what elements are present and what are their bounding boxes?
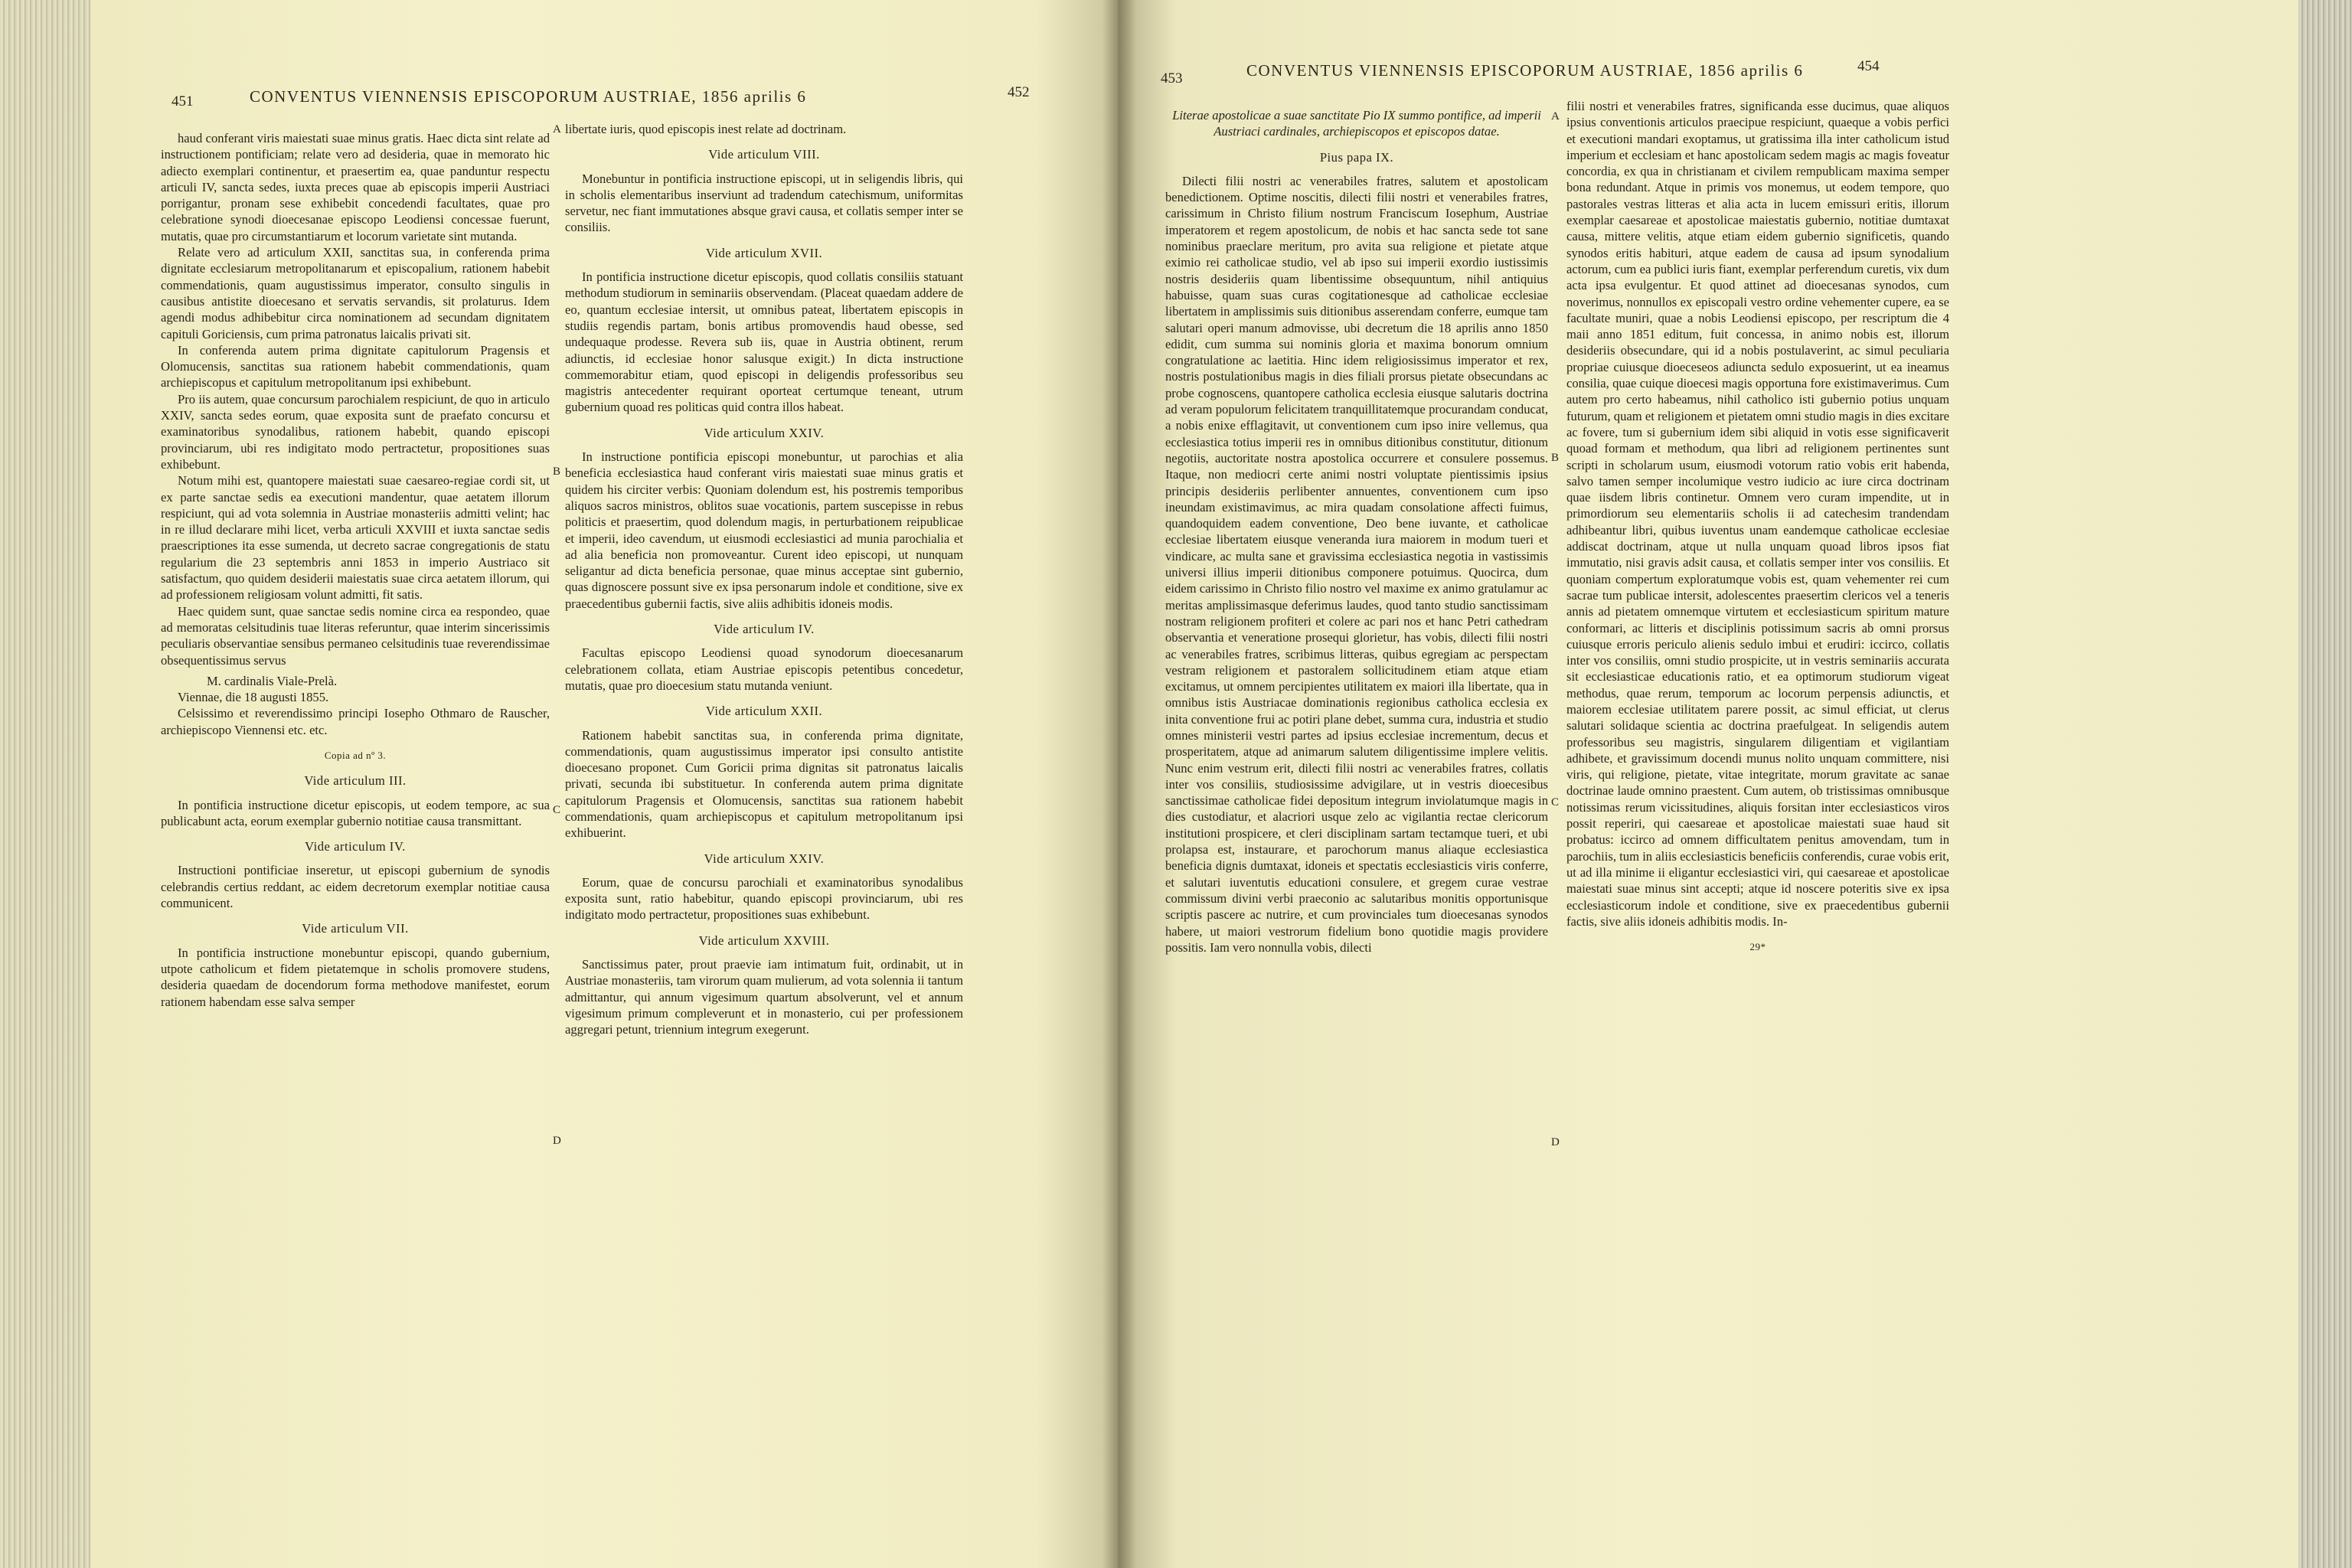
page-number: 453 [1161,70,1183,87]
paragraph: In instructione pontificia episcopi monebuntur, ut parochias et alia beneficia ecclesiastica haud conferant viris maiestati suae minus gratis et quidem his circiter verbis: Quoniam dolendum est, his postremis temporibus aliquos sacros ministros, oblitos suae vocationis, partem suscepisse in rebus politicis et praesertim, quod dolendum magis, in perturbationem reipublicae et imperii, ideo cavendum, ut eiusmodi ecclesiastici ad munia parochialia et ad alia beneficia non promoveantur. Curent ideo episcopi, ut nunquam seligantur ad dicta beneficia personae, quae minus acceptae sint gubernio, quas dignoscere possunt sive ex ipsa personarum indole et conditione, sive ex praecedentibus gubernii factis, sive aliis adhibitis idoneis modis. [565,449,963,611]
paragraph: Dilecti filii nostri ac venerabiles fratres, salutem et apostolicam benedictionem. Optime noscitis, dilecti filii nostri et venerabiles fratres, carissimum in Christo filium nostrum Franciscum Iosephum, Austriae imperatorem et regem apostolicum, de nobis et hac sancta sede tot sane nominibus praeclare meritum, pro avita sua religione et pietate atque eximio rei catholicae studio, vel ab ipso sui imperii exordio iustissimis nostris desideriis quam libentissime obsequuntum, nihil antiquius habuisse, quam suas curas cogitationesque ad catholicae ecclesiae libertatem in amplissimis suis ditionibus asserendam conferre, eumque tam salutari operi manum admovisse, ubi decretum die 18 aprilis anno 1850 edidit, cum summa sui nominis gloria et maxima bonorum omnium congratulatione ac laetitia. Hinc idem religiosissimus imperator et rex, nostris postulationibus magis in dies filiali prorsus pietate obsecundans ac probe cognoscens, quantopere catholica ecclesia eiusque salutaris doctrina ad veram populorum felicitatem tranquillitatemque procurandam conducat, a nobis enixe efflagitavit, ut conventionem cum ipso inire vellemus, qua ecclesiastica totius imperii res in omnibus ditionibus constitutur, ditionum negotiis, auctoritate nostra apostolica occurrere et consulere possemus. Itaque, non mediocri certe animi nostri voluptate pientissimis ipsius principis desideriis perlibenter annuentes, conventionem cum ipso ineundam existimavimus, ac mira quadam consolatione affecti fuimus, quandoquidem eadem conventione, Deo bene iuvante, et catholicae ecclesiae libertatem eiusque veneranda iura maiorem in modum tueri et vindicare, ac multa sane et gravissima ecclesiastica negotia in vastissimis universi illius imperii ditionibus componere potuimus. Quocirca, dum eidem carissimo in Christo filio nostro vel maxime ex animo gratulamur ac meritas amplissimasque deferimus laudes, quod tanto studio sanctissimam nostram religionem profiteri et colere ac pari nos et hanc Petri cathedram observantia et veneratione prosequi glorietur, has vobis, dilecti filii nostri ac venerabiles fratres, scribimus litteras, quibus egregiam ac perspectam vestram religionem et pastoralem sollicitudinem etiam atque etiam excitamus, ut omnem percipientes utilitatem ex maiori illa libertate, qua in omnibus istis Austriacae dominationis regionibus catholica ecclesia ex inita conventione frui ac potiri plane debet, summa cura, industria et studio omnes ministerii vestri partes ad ipsius ecclesiae incrementum, decus et prosperitatem, atque ad animarum salutem diligentissime implere velitis. Nunc enim vestrum erit, dilecti filii nostri ac venerabiles fratres, collatis inter vos consiliis, studiosissime advigilare, ut in vestris dioecesibus sanctissimae catholicae fidei depositum integrum inviolatumque magis in dies custodiatur, et alacriori usque zelo ac vigilantia rectae clericorum institutioni prospicere, et cleri disciplinam sartam tectamque tueri, et ubi prolapsa est, instaurare, et parochorum manus aliaque ecclesiastica beneficia dignis dumtaxat, idoneis et spectatis ecclesiasticis viris conferre, et salutari iuventutis educationi consulere, et gregem curae vestrae commissum divini verbi praeconio ac salutaribus monitis opportunisque scriptis pascere ac nutrire, et cum provinciales tum dioecesanas synodos habere, ut maiori vestrorum fidelium bono quotidie magis providere possitis. Iam vero nonnulla vobis, dilecti [1165,173,1548,955]
margin-letter: C [1551,796,1560,808]
margin-letter: D [1551,1136,1560,1148]
right-page [1118,0,2298,1568]
section-heading: Vide articulum IV. [714,622,815,637]
paragraph: Monebuntur in pontificia instructione episcopi, ut in seligendis libris, qui in scholis elementaribus inserviunt ad tradendum catechismum, uniformitas servetur, nec fiant immutationes absque gravi causa, et collatis semper inter se consiliis. [565,171,963,235]
paragraph: Haec quidem sunt, quae sanctae sedis nomine circa ea respondeo, quae ad memoratas celsitudinis tuae literas referuntur, quae interim sincerissimis peculiaris observantiae sensibus permaneo celsitudinis tuae reverendissimae obsequentissimus servus [161,603,550,668]
right-page-stack [2298,0,2352,1568]
section-heading: Vide articulum III. [304,773,407,789]
paragraph: In pontificia instructione dicetur episcopis, quod collatis consiliis statuant methodum studiorum in seminariis observendam. (Placeat quaedam addere de eo, quantum ecclesiae intersit, ut omnibus pateat, libertatem episcopis in studiis regendis partam, bonis artibus promovendis haud obesse, sed undequaque prodesse. Revera sub iis, quae in Austria obtinent, rerum adiunctis, id ecclesiae honor salusque exigit.) In dicta instructione commemorabitur etiam, quod episcopi in deligendis professoribus seu magistris antecedenter requirant oporteat certumque teneant, utrum gubernium quoad res politicas quid contra illos habeat. [565,270,963,415]
paragraph: Viennae, die 18 augusti 1855. [178,690,329,705]
paragraph: In pontificia instructione monebuntur episcopi, quando gubernium, utpote catholicum et fidem pietatemque in scholis promovere studens, desideria quaedam de docendorum forma methodove manifestet, eorum rationem habendam esse salva semper [161,945,550,1009]
margin-letter: B [1551,452,1560,464]
paragraph: haud conferant viris maiestati suae minus gratis. Haec dicta sint relate ad instructionem pontificiam; relate vero ad desideria, quae in memorato hic adiecto exemplari continentur, et praesertim ea, quae panduntur respectu articuli IV, sancta sedes, iuxta preces quae ab episcopis imperii Austriaci porrigantur, pronam sese exhibebit concedendi facultates, quae pro celebratione synodi dioecesanae episcopo Leodiensi concessae fuerunt, mutatis, quae pro circumstantiarum et locorum varietate sint mutanda. [161,131,550,243]
margin-letter: D [553,1135,561,1147]
page-number: 451 [172,93,194,109]
left-page-column-1 [161,130,550,1010]
right-page-column-2 [1566,98,1949,962]
section-heading: Vide articulum VII. [302,921,409,936]
copy-note: Copia ad nº 3. [324,749,387,761]
right-page-column-1 [1165,107,1548,956]
page-number: 452 [1008,84,1030,100]
left-page-stack [0,0,90,1568]
section-heading: Vide articulum VIII. [708,147,820,162]
section-heading: Vide articulum XXII. [705,704,823,719]
margin-letter: A [553,123,561,136]
section-heading: Vide articulum XXIV. [704,851,825,866]
book-gutter [1102,0,1136,1568]
paragraph: Instructioni pontificiae inseretur, ut episcopi gubernium de synodis celebrandis certius reddant, ac eidem decretorum exemplar notitiae causa communicent. [161,863,550,911]
running-header: CONVENTUS VIENNENSIS EPISCOPORUM AUSTRIAE, 1856 aprilis 6 [1246,61,1804,80]
left-page [90,0,1118,1568]
paragraph: In conferenda autem prima dignitate capitulorum Pragensis et Olomucensis, sanctitas sua rationem habebit commendationis, quam archiepiscopus et capitulum metropolitanum ipsi exhibebunt. [161,342,550,390]
page-number: 454 [1857,58,1880,74]
paragraph: Pro iis autem, quae concursum parochialem respiciunt, de quo in articulo XXIV, sancta sedes eorum, quae exposita sunt de praefato concursu et examinatoribus synodalibus, rationem habebit, quando episcopi provinciarum, ubi res indigitato modo pertractetur, propositiones suas exhibebunt. [161,391,550,472]
paragraph: libertate iuris, quod episcopis inest relate ad doctrinam. [565,122,847,136]
section-heading: Vide articulum XVII. [705,245,823,260]
margin-letter: A [1551,110,1560,122]
paragraph: Rationem habebit sanctitas sua, in conferenda prima dignitate, commendationis, quam augustissimus imperator ipsi consulto antistite dioecesano proponet. Cum Goricii prima dignitas sit patronatus laicalis privati, secunda ibi substituetur. In conferenda autem prima dignitate capitulorum Pragensis et Olomucensis, sanctitas sua rationem habebit commendationis, quam archiepiscopus et capitulum metropolitanum ipsi exhibuerint. [565,727,963,841]
paragraph: filii nostri et venerabiles fratres, significanda esse ducimus, quae aliquos ipsius conventionis articulos praecipue respiciunt, quaeque a vobis perfici et executioni mandari exoptamus, ut gratissima illa inter catholicum istud imperium et ecclesiam et hanc apostolicam sedem magis ac magis foveatur concordia, ex qua in christianam et civilem rempublicam maxima semper bona redundant. Atque in primis vos monemus, ut eodem tempore, quo pastorales vestras litteras et alia acta in lucem emissuri eritis, illorum exemplar caesareae et apostolicae maiestatis gubernio, notitiae dumtaxat causa, mittere velitis, atque etiam eidem gubernio significetis, quando synodos eritis habituri, atque eadem de causa ad ipsum synodalium actorum, cum ea publici iuris fiant, exemplar perferendum curetis, vix dum acta ipsa evulgentur. Et quod attinet ad dioecesanas synodos, cum noverimus, nonnullos ex episcopali vestro ordine vehementer cupere, ea se facultate muniri, quae a nobis Leodiensi episcopo, per rescriptum die 4 maii anno 1851 editum, fuit concessa, in animo nobis est, illorum desideriis obsecundare, qui id a nobis postulaverint, ac simul peculiaria propriae cuiusque dioeceseos adiuncta sedulo exposuerint, ut ea ineamus consilia, quae cuique dioecesi magis opportuna fore existimaverimus. Cum autem pro certo habeamus, nihil catholico isti gubernio potius unquam futurum, quam et religionem et pietatem omni studio magis in dies excitare ac fovere, tum si gubernium idem sibi aliquid in votis esse significaverit quoad formam et methodum, qua libri ad religionem pertinentes sunt scripti in scholarum usum, eiusmodi votorum ratio vobis erit habenda, salvo tamen semper incolumique vestro iudicio ac iure circa doctrinam quae iisdem libris continetur. Omnem vero curam impendite, ut in primordiorum seu elementariis scholis ii ad catechesim trandendam adhibeantur libri, quibus iuventus unam eandemque catholicae ecclesiae addiscat doctrinam, atque ut nulla unquam quoad libros ipsos fiat immutatio, nisi gravis adsit causa, et collatis semper inter vos consiliis. Et quoniam compertum exploratumque vobis est, quam vehementer rei cum sacrae tum publicae intersit, adolescentes praesertim clericos vel a teneris annis ad pietatem omnemque virtutem et ecclesiasticum spiritum mature conformari, ac litteris et disciplinis potissimum sacris ab omni prorsus cuiusque erroris periculo alienis sedulo imbui et erudiri: iccirco, collatis inter vos consiliis, omni studio prospicite, ut in vestris seminariis accurata sit ecclesiasticae educationis ratio, et ea optimorum studiorum vigeat methodus, quae rerum, temporum ac locorum perpensis adiunctis, et maiorem ecclesiae utilitatem parere possit, ac simul efficiat, ut clerus salutari solidaque scientia ac doctrina praefulgeat. In seligendis autem professoribus seu magistris, singularem diligentiam et vigilantiam adhibete, et gravissimum docendi munus nolito unquam committere, nisi viris, qui religione, pietate, vitae integritate, morum gravitate ac sanae doctrinae laude omnino praestent. Cum autem, ob tristissimas omnibusque notissimas rerum vicissitudines, aliquis forsitan inter ecclesiasticos viros possit reperiri, qui caesareae et apostolicae maiestati suae haud sit probatus: iccirco ad omnem difficultatem penitus amovendam, tum in parochiis, tum in aliis ecclesiasticis beneficiis conferendis, curae vobis erit, ut ad illa minime ii eligantur ecclesiastici viri, qui caesareae et apostolicae maiestati suae minus sint accepti; atque id noscere poteritis sive ex ipsa ecclesiasticorum indole et conditione, sive ex praecedentibus gubernii factis, sive aliis idoneis adhibitis modis. In- [1566,99,1949,929]
section-heading: Pius papa IX. [1319,149,1394,165]
paragraph: Celsissimo et reverendissimo principi Iosepho Othmaro de Rauscher, archiepiscopo Viennensi etc. etc. [161,706,550,737]
paragraph: Facultas episcopo Leodiensi quoad synodorum dioecesanarum celebrationem collata, etiam Austriae episcopis petentibus concedetur, mutatis, quae pro dioecesium statu mutanda veniunt. [565,645,963,693]
paragraph: Eorum, quae de concursu parochiali et examinatoribus synodalibus exposita sunt, ratio habebitur, quando episcopi provinciarum, ubi res indigitato modo pertractetur, propositiones suas exhibebunt. [565,874,963,923]
signature-mark: 29* [1749,941,1766,953]
paragraph: Relate vero ad articulum XXII, sanctitas sua, in conferenda prima dignitate ecclesiarum metropolitanarum et episcopalium, rationem habebit commendationis, quam augustissimus imperator, consulto singulis in causibus antistite dioecesano et servatis servandis, sit prolaturus. Idem agendi modus adhibebitur circa nominationem ad secundam dignitatem capituli Goriciensis, cum prima patronatus laicalis privati sit. [161,245,550,341]
paragraph: In pontificia instructione dicetur episcopis, ut eodem tempore, ac sua publicabunt acta, eorum exemplar gubernio notitiae causa transmittant. [161,797,550,828]
document-title: Literae apostolicae a suae sanctitate Pio IX summo pontifice, ad imperii Austriaci cardinales, archiepiscopos et episcopos datae. [1172,108,1541,139]
paragraph: Sanctissimus pater, prout praevie iam intimatum fuit, ordinabit, ut in Austriae monasteriis, tam virorum quam mulierum, ad vota solennia ii tantum admittantur, qui annum vigesimum quartum absolverunt, vel et annum vigesimum primum compleverunt et in monasterio, cui per professionem aggregari petunt, triennium integrum exegerunt. [565,957,963,1037]
margin-letter: B [553,466,561,478]
paragraph: Notum mihi est, quantopere maiestati suae caesareo-regiae cordi sit, ut ex parte sanctae sedis ea executioni mandentur, quae aetatem illorum respiciunt, qui ad vota solemnia in Austriae monasteriis admitti velint; hac in re illud declarare mihi licet, verba articuli XXVIII et iuxta sanctae sedis praescriptiones ita esse sumenda, ut decreto sacrae congregationis de statu regularium die 23 septembris anni 1853 in imperio Austriaco sit satisfactum, quo quidem desiderii maiestatis suae circa aetatem illorum, qui ad professionem religiosam volunt admitti, fit satis. [161,473,550,603]
margin-letter: C [553,804,561,816]
section-heading: Vide articulum IV. [305,839,406,854]
signature: M. cardinalis Viale-Prelà. [207,673,338,688]
left-page-column-2 [565,121,963,1038]
running-header: CONVENTUS VIENNENSIS EPISCOPORUM AUSTRIAE, 1856 aprilis 6 [250,87,807,106]
section-heading: Vide articulum XXIV. [704,425,825,440]
section-heading: Vide articulum XXVIII. [698,933,830,948]
